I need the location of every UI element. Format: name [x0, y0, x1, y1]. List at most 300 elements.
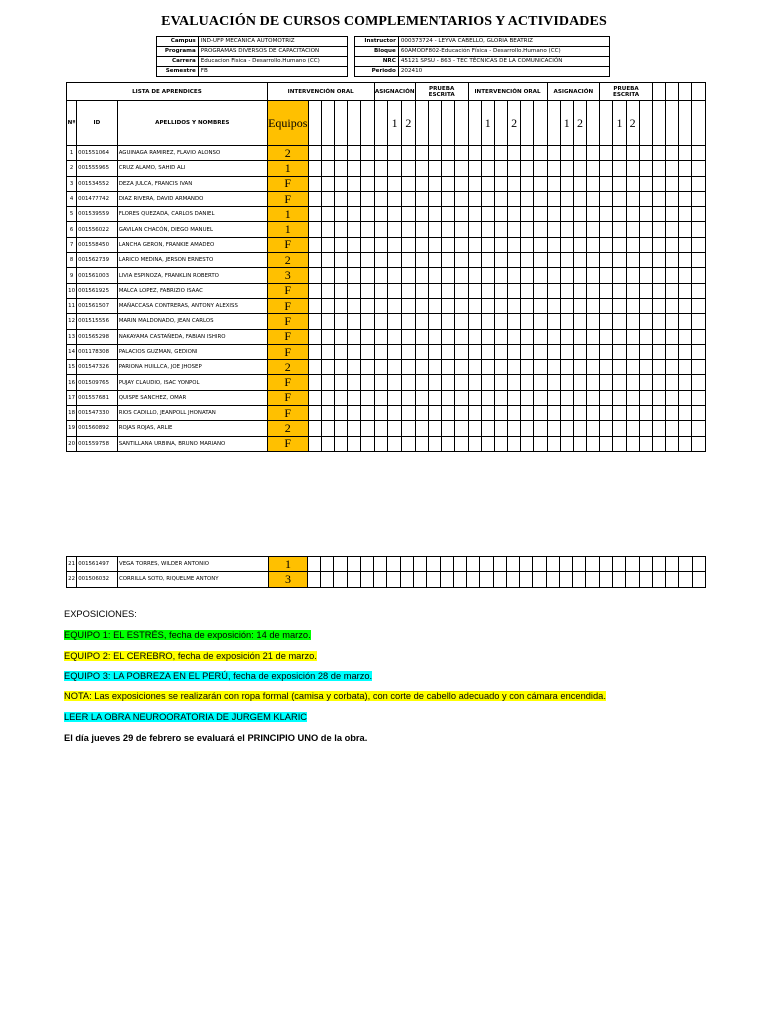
grade-cell[interactable] — [308, 161, 321, 176]
grade-cell[interactable] — [321, 191, 334, 206]
grade-cell[interactable] — [321, 421, 334, 436]
grade-cell[interactable] — [321, 360, 334, 375]
grade-cell[interactable] — [468, 237, 481, 252]
grade-cell[interactable] — [453, 557, 466, 572]
grade-cell[interactable] — [308, 344, 321, 359]
grade-cell[interactable] — [455, 298, 468, 313]
grade-cell[interactable] — [402, 161, 416, 176]
grade-cell[interactable] — [573, 360, 586, 375]
grade-cell[interactable] — [402, 191, 416, 206]
grade-cell[interactable] — [388, 436, 402, 451]
grade-cell[interactable] — [415, 161, 428, 176]
grade-cell[interactable] — [455, 314, 468, 329]
grade-cell[interactable] — [494, 344, 507, 359]
grade-cell[interactable] — [481, 207, 494, 222]
grade-cell[interactable] — [600, 237, 613, 252]
grade-cell[interactable] — [506, 557, 519, 572]
grade-cell[interactable] — [560, 146, 573, 161]
grade-cell[interactable] — [335, 314, 348, 329]
grade-cell[interactable] — [600, 191, 613, 206]
grade-cell[interactable] — [374, 572, 387, 587]
grade-cell[interactable] — [600, 222, 613, 237]
grade-cell[interactable] — [348, 375, 361, 390]
grade-cell[interactable] — [652, 406, 665, 421]
grade-cell[interactable] — [600, 375, 613, 390]
grade-cell[interactable] — [692, 237, 706, 252]
grade-cell[interactable] — [613, 283, 626, 298]
grade-cell[interactable] — [321, 176, 334, 191]
grade-cell[interactable] — [374, 222, 388, 237]
grade-cell[interactable] — [335, 344, 348, 359]
grade-cell[interactable] — [481, 436, 494, 451]
grade-cell[interactable] — [534, 329, 547, 344]
grade-cell[interactable] — [494, 314, 507, 329]
grade-cell[interactable] — [600, 268, 613, 283]
grade-cell[interactable] — [494, 253, 507, 268]
grade-cell[interactable] — [599, 557, 612, 572]
grade-cell[interactable] — [521, 344, 534, 359]
grade-cell[interactable] — [335, 222, 348, 237]
grade-cell[interactable] — [440, 557, 453, 572]
grade-cell[interactable] — [613, 146, 626, 161]
grade-cell[interactable] — [415, 191, 428, 206]
grade-cell[interactable] — [521, 237, 534, 252]
grade-cell[interactable] — [308, 253, 321, 268]
grade-cell[interactable] — [468, 390, 481, 405]
grade-cell[interactable] — [467, 572, 480, 587]
grade-cell[interactable] — [652, 421, 665, 436]
grade-cell[interactable] — [453, 572, 466, 587]
grade-cell[interactable] — [402, 237, 416, 252]
grade-cell[interactable] — [626, 557, 639, 572]
grade-cell[interactable] — [402, 329, 416, 344]
grade-cell[interactable] — [494, 191, 507, 206]
grade-cell[interactable] — [428, 298, 441, 313]
grade-cell[interactable] — [348, 421, 361, 436]
grade-cell[interactable] — [388, 237, 402, 252]
grade-cell[interactable] — [335, 253, 348, 268]
grade-cell[interactable] — [494, 146, 507, 161]
grade-cell[interactable] — [335, 360, 348, 375]
grade-cell[interactable] — [547, 344, 560, 359]
grade-cell[interactable] — [348, 314, 361, 329]
grade-cell[interactable] — [414, 572, 427, 587]
grade-cell[interactable] — [442, 344, 455, 359]
grade-cell[interactable] — [415, 176, 428, 191]
grade-cell[interactable] — [321, 222, 334, 237]
grade-cell[interactable] — [521, 268, 534, 283]
grade-cell[interactable] — [442, 161, 455, 176]
grade-cell[interactable] — [361, 375, 374, 390]
grade-cell[interactable] — [652, 253, 665, 268]
grade-cell[interactable] — [415, 406, 428, 421]
grade-cell[interactable] — [534, 222, 547, 237]
grade-cell[interactable] — [692, 222, 706, 237]
grade-cell[interactable] — [428, 421, 441, 436]
grade-cell[interactable] — [361, 390, 374, 405]
grade-cell[interactable] — [468, 222, 481, 237]
grade-cell[interactable] — [547, 390, 560, 405]
grade-cell[interactable] — [348, 222, 361, 237]
grade-cell[interactable] — [626, 390, 639, 405]
grade-cell[interactable] — [692, 283, 706, 298]
grade-cell[interactable] — [361, 344, 374, 359]
grade-cell[interactable] — [559, 572, 572, 587]
grade-cell[interactable] — [508, 222, 521, 237]
grade-cell[interactable] — [335, 207, 348, 222]
grade-cell[interactable] — [626, 268, 639, 283]
grade-cell[interactable] — [521, 161, 534, 176]
grade-cell[interactable] — [573, 390, 586, 405]
grade-cell[interactable] — [361, 161, 374, 176]
grade-cell[interactable] — [455, 421, 468, 436]
grade-cell[interactable] — [307, 572, 320, 587]
grade-cell[interactable] — [374, 390, 388, 405]
grade-cell[interactable] — [508, 375, 521, 390]
grade-cell[interactable] — [534, 161, 547, 176]
grade-cell[interactable] — [626, 253, 639, 268]
grade-cell[interactable] — [679, 329, 692, 344]
grade-cell[interactable] — [428, 207, 441, 222]
grade-cell[interactable] — [347, 572, 360, 587]
grade-cell[interactable] — [560, 375, 573, 390]
grade-cell[interactable] — [480, 572, 493, 587]
grade-cell[interactable] — [494, 161, 507, 176]
grade-cell[interactable] — [442, 390, 455, 405]
grade-cell[interactable] — [374, 329, 388, 344]
grade-cell[interactable] — [468, 283, 481, 298]
grade-cell[interactable] — [308, 222, 321, 237]
grade-cell[interactable] — [428, 268, 441, 283]
grade-cell[interactable] — [388, 176, 402, 191]
grade-cell[interactable] — [361, 283, 374, 298]
grade-cell[interactable] — [573, 176, 586, 191]
grade-cell[interactable] — [520, 572, 533, 587]
grade-cell[interactable] — [679, 253, 692, 268]
grade-cell[interactable] — [666, 191, 679, 206]
grade-cell[interactable] — [587, 237, 600, 252]
grade-cell[interactable] — [494, 298, 507, 313]
grade-cell[interactable] — [639, 222, 652, 237]
grade-cell[interactable] — [666, 176, 679, 191]
grade-cell[interactable] — [374, 406, 388, 421]
grade-cell[interactable] — [600, 146, 613, 161]
grade-cell[interactable] — [308, 146, 321, 161]
grade-cell[interactable] — [428, 222, 441, 237]
grade-cell[interactable] — [692, 406, 706, 421]
grade-cell[interactable] — [335, 436, 348, 451]
grade-cell[interactable] — [334, 572, 347, 587]
grade-cell[interactable] — [666, 572, 679, 587]
grade-cell[interactable] — [428, 253, 441, 268]
grade-cell[interactable] — [692, 329, 706, 344]
grade-cell[interactable] — [455, 436, 468, 451]
grade-cell[interactable] — [402, 176, 416, 191]
grade-cell[interactable] — [639, 375, 652, 390]
grade-cell[interactable] — [348, 146, 361, 161]
grade-cell[interactable] — [427, 557, 440, 572]
grade-cell[interactable] — [494, 222, 507, 237]
grade-cell[interactable] — [573, 237, 586, 252]
grade-cell[interactable] — [494, 207, 507, 222]
grade-cell[interactable] — [374, 161, 388, 176]
grade-cell[interactable] — [481, 421, 494, 436]
grade-cell[interactable] — [652, 268, 665, 283]
grade-cell[interactable] — [402, 390, 416, 405]
grade-cell[interactable] — [679, 283, 692, 298]
grade-cell[interactable] — [534, 406, 547, 421]
grade-cell[interactable] — [335, 146, 348, 161]
grade-cell[interactable] — [521, 146, 534, 161]
grade-cell[interactable] — [692, 344, 706, 359]
grade-cell[interactable] — [560, 314, 573, 329]
grade-cell[interactable] — [547, 360, 560, 375]
grade-cell[interactable] — [415, 436, 428, 451]
grade-cell[interactable] — [374, 375, 388, 390]
grade-cell[interactable] — [321, 207, 334, 222]
grade-cell[interactable] — [335, 421, 348, 436]
grade-cell[interactable] — [547, 298, 560, 313]
grade-cell[interactable] — [428, 375, 441, 390]
grade-cell[interactable] — [679, 207, 692, 222]
grade-cell[interactable] — [335, 298, 348, 313]
grade-cell[interactable] — [639, 406, 652, 421]
grade-cell[interactable] — [560, 283, 573, 298]
grade-cell[interactable] — [455, 161, 468, 176]
grade-cell[interactable] — [388, 314, 402, 329]
grade-cell[interactable] — [679, 191, 692, 206]
grade-cell[interactable] — [308, 237, 321, 252]
grade-cell[interactable] — [361, 222, 374, 237]
grade-cell[interactable] — [573, 572, 586, 587]
grade-cell[interactable] — [361, 207, 374, 222]
grade-cell[interactable] — [652, 207, 665, 222]
grade-cell[interactable] — [308, 390, 321, 405]
grade-cell[interactable] — [361, 253, 374, 268]
grade-cell[interactable] — [308, 314, 321, 329]
grade-cell[interactable] — [481, 344, 494, 359]
grade-cell[interactable] — [455, 375, 468, 390]
grade-cell[interactable] — [361, 298, 374, 313]
grade-cell[interactable] — [613, 329, 626, 344]
grade-cell[interactable] — [652, 344, 665, 359]
grade-cell[interactable] — [428, 344, 441, 359]
grade-cell[interactable] — [521, 222, 534, 237]
grade-cell[interactable] — [388, 207, 402, 222]
grade-cell[interactable] — [639, 146, 652, 161]
grade-cell[interactable] — [600, 314, 613, 329]
grade-cell[interactable] — [613, 268, 626, 283]
grade-cell[interactable] — [481, 191, 494, 206]
grade-cell[interactable] — [679, 298, 692, 313]
grade-cell[interactable] — [428, 436, 441, 451]
grade-cell[interactable] — [521, 406, 534, 421]
grade-cell[interactable] — [308, 298, 321, 313]
grade-cell[interactable] — [348, 161, 361, 176]
grade-cell[interactable] — [639, 237, 652, 252]
grade-cell[interactable] — [508, 360, 521, 375]
grade-cell[interactable] — [388, 191, 402, 206]
grade-cell[interactable] — [560, 329, 573, 344]
grade-cell[interactable] — [666, 436, 679, 451]
grade-cell[interactable] — [547, 406, 560, 421]
grade-cell[interactable] — [335, 191, 348, 206]
grade-cell[interactable] — [573, 253, 586, 268]
grade-cell[interactable] — [321, 237, 334, 252]
grade-cell[interactable] — [481, 268, 494, 283]
grade-cell[interactable] — [321, 329, 334, 344]
grade-cell[interactable] — [361, 360, 374, 375]
grade-cell[interactable] — [508, 314, 521, 329]
grade-cell[interactable] — [335, 406, 348, 421]
grade-cell[interactable] — [666, 298, 679, 313]
grade-cell[interactable] — [360, 557, 373, 572]
grade-cell[interactable] — [560, 421, 573, 436]
grade-cell[interactable] — [455, 237, 468, 252]
grade-cell[interactable] — [348, 268, 361, 283]
grade-cell[interactable] — [679, 222, 692, 237]
grade-cell[interactable] — [666, 375, 679, 390]
grade-cell[interactable] — [481, 283, 494, 298]
grade-cell[interactable] — [442, 268, 455, 283]
grade-cell[interactable] — [547, 421, 560, 436]
grade-cell[interactable] — [521, 283, 534, 298]
grade-cell[interactable] — [560, 207, 573, 222]
grade-cell[interactable] — [468, 268, 481, 283]
grade-cell[interactable] — [508, 161, 521, 176]
grade-cell[interactable] — [573, 283, 586, 298]
grade-cell[interactable] — [521, 436, 534, 451]
grade-cell[interactable] — [626, 572, 639, 587]
grade-cell[interactable] — [335, 375, 348, 390]
grade-cell[interactable] — [587, 329, 600, 344]
grade-cell[interactable] — [508, 436, 521, 451]
grade-cell[interactable] — [626, 360, 639, 375]
grade-cell[interactable] — [692, 161, 706, 176]
grade-cell[interactable] — [666, 268, 679, 283]
grade-cell[interactable] — [600, 161, 613, 176]
grade-cell[interactable] — [587, 146, 600, 161]
grade-cell[interactable] — [666, 406, 679, 421]
grade-cell[interactable] — [547, 375, 560, 390]
grade-cell[interactable] — [388, 344, 402, 359]
grade-cell[interactable] — [666, 344, 679, 359]
grade-cell[interactable] — [652, 557, 665, 572]
grade-cell[interactable] — [666, 421, 679, 436]
grade-cell[interactable] — [468, 406, 481, 421]
grade-cell[interactable] — [626, 329, 639, 344]
grade-cell[interactable] — [613, 421, 626, 436]
grade-cell[interactable] — [534, 237, 547, 252]
grade-cell[interactable] — [573, 329, 586, 344]
grade-cell[interactable] — [442, 375, 455, 390]
grade-cell[interactable] — [308, 329, 321, 344]
grade-cell[interactable] — [402, 436, 416, 451]
grade-cell[interactable] — [626, 406, 639, 421]
grade-cell[interactable] — [613, 176, 626, 191]
grade-cell[interactable] — [692, 375, 706, 390]
grade-cell[interactable] — [308, 406, 321, 421]
grade-cell[interactable] — [613, 375, 626, 390]
grade-cell[interactable] — [666, 283, 679, 298]
grade-cell[interactable] — [534, 360, 547, 375]
grade-cell[interactable] — [334, 557, 347, 572]
grade-cell[interactable] — [613, 298, 626, 313]
grade-cell[interactable] — [442, 237, 455, 252]
grade-cell[interactable] — [587, 268, 600, 283]
grade-cell[interactable] — [374, 191, 388, 206]
grade-cell[interactable] — [534, 176, 547, 191]
grade-cell[interactable] — [613, 191, 626, 206]
grade-cell[interactable] — [455, 283, 468, 298]
grade-cell[interactable] — [679, 436, 692, 451]
grade-cell[interactable] — [521, 390, 534, 405]
grade-cell[interactable] — [374, 436, 388, 451]
grade-cell[interactable] — [626, 146, 639, 161]
grade-cell[interactable] — [639, 207, 652, 222]
grade-cell[interactable] — [321, 436, 334, 451]
grade-cell[interactable] — [494, 283, 507, 298]
grade-cell[interactable] — [442, 360, 455, 375]
grade-cell[interactable] — [388, 329, 402, 344]
grade-cell[interactable] — [692, 557, 705, 572]
grade-cell[interactable] — [521, 421, 534, 436]
grade-cell[interactable] — [534, 146, 547, 161]
grade-cell[interactable] — [494, 360, 507, 375]
grade-cell[interactable] — [547, 222, 560, 237]
grade-cell[interactable] — [468, 253, 481, 268]
grade-cell[interactable] — [468, 344, 481, 359]
grade-cell[interactable] — [428, 237, 441, 252]
grade-cell[interactable] — [402, 298, 416, 313]
grade-cell[interactable] — [402, 314, 416, 329]
grade-cell[interactable] — [639, 557, 652, 572]
grade-cell[interactable] — [508, 406, 521, 421]
grade-cell[interactable] — [560, 406, 573, 421]
grade-cell[interactable] — [626, 222, 639, 237]
grade-cell[interactable] — [520, 557, 533, 572]
grade-cell[interactable] — [573, 222, 586, 237]
grade-cell[interactable] — [652, 161, 665, 176]
grade-cell[interactable] — [613, 253, 626, 268]
grade-cell[interactable] — [415, 222, 428, 237]
grade-cell[interactable] — [652, 237, 665, 252]
grade-cell[interactable] — [521, 298, 534, 313]
grade-cell[interactable] — [415, 421, 428, 436]
grade-cell[interactable] — [534, 421, 547, 436]
grade-cell[interactable] — [679, 406, 692, 421]
grade-cell[interactable] — [494, 390, 507, 405]
grade-cell[interactable] — [361, 237, 374, 252]
grade-cell[interactable] — [493, 557, 506, 572]
grade-cell[interactable] — [666, 360, 679, 375]
grade-cell[interactable] — [600, 283, 613, 298]
grade-cell[interactable] — [626, 375, 639, 390]
grade-cell[interactable] — [666, 146, 679, 161]
grade-cell[interactable] — [679, 176, 692, 191]
grade-cell[interactable] — [533, 557, 546, 572]
grade-cell[interactable] — [455, 222, 468, 237]
grade-cell[interactable] — [652, 176, 665, 191]
grade-cell[interactable] — [587, 375, 600, 390]
grade-cell[interactable] — [415, 329, 428, 344]
grade-cell[interactable] — [321, 298, 334, 313]
grade-cell[interactable] — [534, 344, 547, 359]
grade-cell[interactable] — [335, 161, 348, 176]
grade-cell[interactable] — [415, 360, 428, 375]
grade-cell[interactable] — [388, 268, 402, 283]
grade-cell[interactable] — [321, 314, 334, 329]
